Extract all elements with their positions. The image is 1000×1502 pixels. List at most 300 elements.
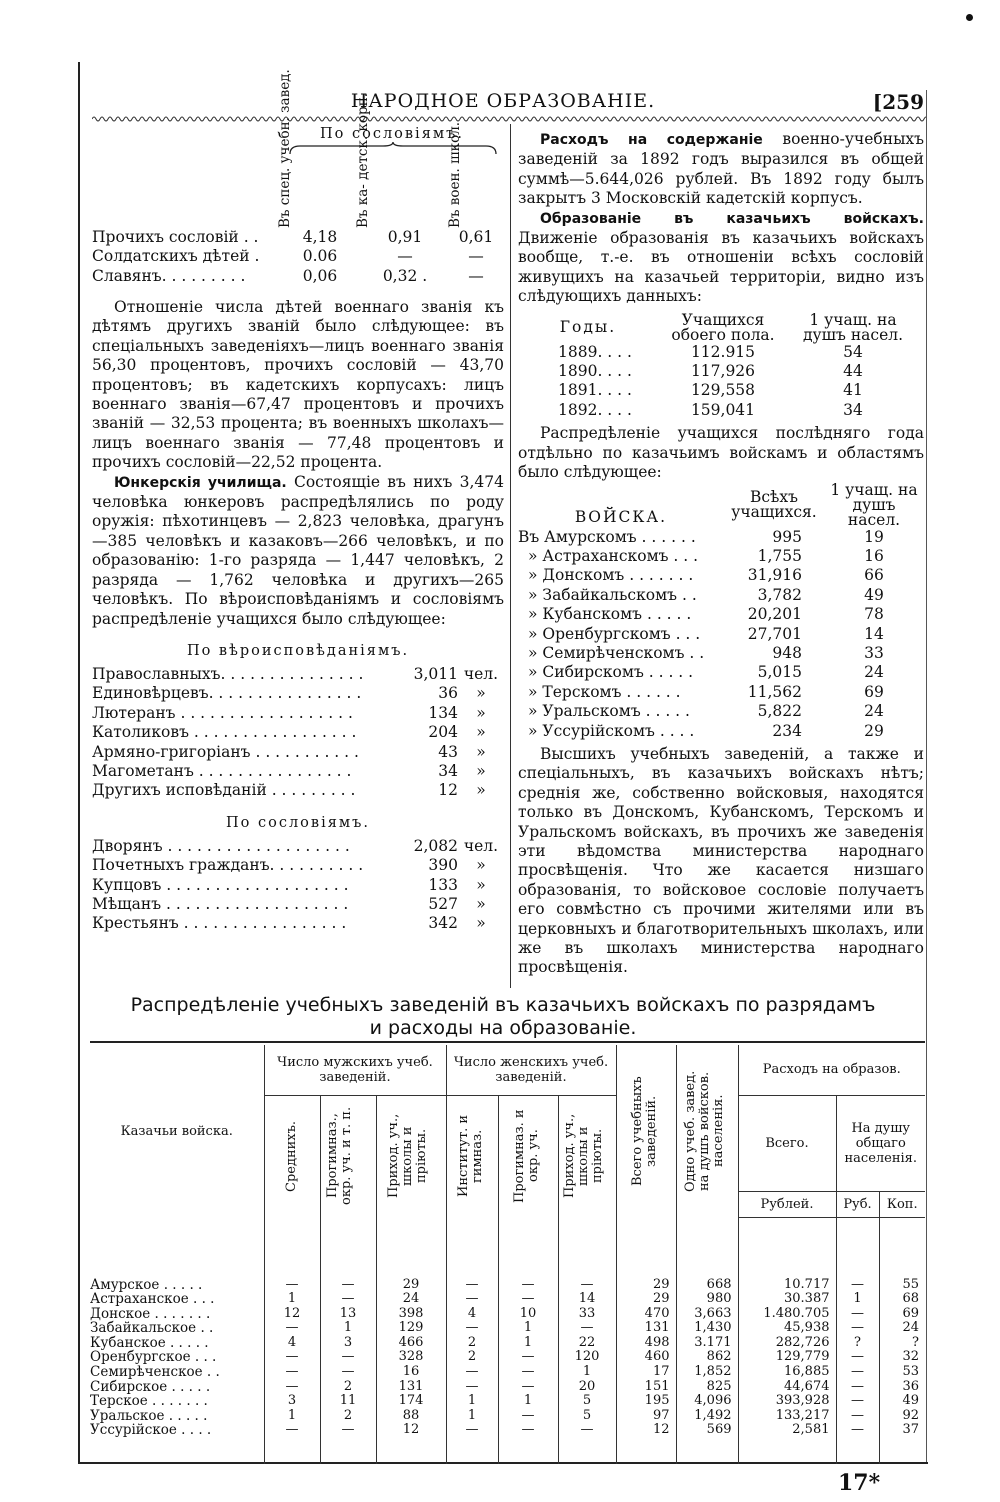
table-row-name: Оренбургское . . . xyxy=(90,1349,217,1366)
table-cell: 393,928 xyxy=(738,1394,836,1409)
h-male-1: Среднихъ. xyxy=(284,1120,299,1192)
table-cell: — xyxy=(498,1278,558,1293)
voiska-row xyxy=(518,722,924,741)
table-cell: 129,779 xyxy=(738,1350,836,1365)
voiska-total: 5,015 xyxy=(757,663,802,682)
voiska-name: » Уссурійскомъ . . . . xyxy=(528,721,695,740)
list-row-label: Мѣщанъ . . . . . . . . . . . . . . . . . . . xyxy=(92,894,349,913)
page-number: [259 xyxy=(872,90,924,114)
table-cell: — xyxy=(498,1350,558,1365)
table-cell: 195 xyxy=(616,1394,676,1409)
table-cell: 1 xyxy=(446,1394,498,1409)
table-cell: 29 xyxy=(616,1292,676,1307)
years-table xyxy=(518,310,918,421)
cossack-schools-table xyxy=(90,1045,925,1464)
list-row-label: Другихъ исповѣданій . . . . . . . . . xyxy=(92,781,356,800)
table-cell: — xyxy=(498,1380,558,1395)
table-cell: — xyxy=(836,1409,879,1424)
expense-heading: Расходъ на содержаніе xyxy=(540,132,763,148)
table-cell: — xyxy=(836,1365,879,1380)
table-cell: — xyxy=(558,1278,616,1293)
voiska-total: 1,755 xyxy=(757,546,802,565)
table-cell: — xyxy=(836,1394,879,1409)
table-cell: 1 xyxy=(446,1409,498,1424)
sostoyan-cell: 0,91 xyxy=(387,228,423,246)
table-cell: — xyxy=(446,1365,498,1380)
voiska-per: 14 xyxy=(864,624,884,643)
voiska-row xyxy=(518,683,924,702)
table-cell: 68 xyxy=(879,1292,925,1307)
table-cell: — xyxy=(498,1423,558,1438)
sostoyan-row xyxy=(92,267,504,286)
table-cell: — xyxy=(264,1380,320,1395)
table-cell: 4 xyxy=(446,1307,498,1322)
table-row-name: Амурское . . . . . xyxy=(90,1276,203,1293)
list-row-unit: чел. xyxy=(463,664,499,683)
h-female: Число женскихъ учеб. заведеній. xyxy=(446,1045,616,1095)
veroisp-caption: По вѣроисповѣданіямъ. xyxy=(186,642,410,659)
table-row xyxy=(90,1321,925,1336)
table-cell: 12 xyxy=(616,1423,676,1438)
voiska-total: 20,201 xyxy=(747,605,802,624)
voiska-per: 24 xyxy=(864,663,884,682)
list-row-label: Дворянъ . . . . . . . . . . . . . . . . . . . xyxy=(92,836,350,855)
bottom-title xyxy=(80,994,926,1040)
table-cell: 131 xyxy=(616,1321,676,1336)
cossack-heading: Образованіе въ казачьихъ войскахъ. xyxy=(540,210,924,227)
list-row-value: 342 xyxy=(428,914,458,933)
list-row xyxy=(92,895,504,914)
table-cell: 151 xyxy=(616,1380,676,1395)
list-row-label: Лютеранъ . . . . . . . . . . . . . . . . . . xyxy=(92,703,353,722)
voiska-name: Въ Амурскомъ . . . . . . xyxy=(518,527,696,546)
table-cell: 11 xyxy=(320,1394,376,1409)
voiska-row xyxy=(518,644,924,663)
list-row-value: 12 xyxy=(438,781,458,800)
voiska-name: » Астраханскомъ . . . xyxy=(528,546,699,565)
table-cell: 16,885 xyxy=(738,1365,836,1380)
sostoyan-cell: — xyxy=(397,247,413,266)
voiska-row xyxy=(518,547,924,566)
list-row xyxy=(92,837,504,856)
table-cell: — xyxy=(264,1365,320,1380)
sostoyan-cell: 0,32 . xyxy=(382,266,428,285)
table-cell: — xyxy=(498,1292,558,1307)
h-rub: Рублей. xyxy=(738,1191,836,1217)
years-row xyxy=(518,362,918,381)
table-row xyxy=(90,1423,925,1438)
voiska-per: 24 xyxy=(864,702,884,721)
list-row-unit: » xyxy=(476,914,486,933)
table-row-name: Донское . . . . . . . xyxy=(90,1305,211,1322)
table-cell: 174 xyxy=(376,1394,446,1409)
voiska-total: 3,782 xyxy=(757,585,802,604)
table-spacer-row xyxy=(90,1438,925,1464)
list-row-label: Единовѣрцевъ. . . . . . . . . . . . . . . . xyxy=(92,684,362,703)
list-row-value: 134 xyxy=(428,703,458,722)
h-female-3: Приход. уч., школы и пріюты. xyxy=(562,1114,605,1199)
years-per: 44 xyxy=(843,362,863,381)
right-paragraph-4: Высшихъ учебныхъ заведеній, а также и спеціальныхъ, въ казачьихъ войскахъ нѣтъ; среднія же, собственно войсковыя, находятся только въ Донскомъ, Кубанскомъ, Терскомъ и Уральскомъ войскахъ, въ прочихъ же заведенія эти вѣдомства министерства народнаго просвѣщенія. Что же касается низшаго образованія, то войсковое сословіе получаетъ его совмѣстно съ прочими жителями или въ церковныхъ и благотворительныхъ школахъ, или же въ школахъ министерства народнаго просвѣщенія. xyxy=(518,744,924,977)
table-cell: 5 xyxy=(558,1394,616,1409)
table-row xyxy=(90,1380,925,1395)
list-row-value: 34 xyxy=(438,761,458,780)
voiska-per: 69 xyxy=(864,682,884,701)
column-divider xyxy=(510,124,511,988)
years-per: 41 xyxy=(843,381,863,400)
table-cell: 29 xyxy=(376,1278,446,1293)
table-cell: 69 xyxy=(879,1307,925,1322)
list-row-unit: » xyxy=(476,703,486,722)
table-cell: 29 xyxy=(616,1278,676,1293)
voiska-name: » Уральскомъ . . . . . xyxy=(528,702,690,721)
bottom-title-line-2: и расходы на образованіе. xyxy=(369,1017,637,1039)
table-cell: — xyxy=(446,1423,498,1438)
sostoyan-caption: По сословіямъ. xyxy=(320,126,464,142)
table-cell: 120 xyxy=(558,1350,616,1365)
table-cell: 32 xyxy=(879,1350,925,1365)
sostoyan-cell: — xyxy=(468,266,484,285)
years-per: 34 xyxy=(843,400,863,419)
voiska-row xyxy=(518,528,924,547)
left-paragraph-2: Юнкерскія училища. Состоящіе въ нихъ 3,474 человѣка юнкеровъ распредѣлялись по роду оружія: пѣхотинцевъ — 2,823 человѣка, драгунъ—385 человѣкъ и казаковъ—266 человѣкъ, и по образованію: 1-го разряда — 1,447 человѣкъ, 2 разряда — 1,762 человѣка и другихъ—265 человѣкъ. По вѣроисповѣданіямъ и сословіямъ распредѣленіе учащихся было слѣдующее: xyxy=(92,472,504,628)
h-female-2: Прогимназ. и окр. уч. xyxy=(512,1109,541,1204)
soslov-table xyxy=(92,837,504,934)
sostoyan-cell: — xyxy=(468,247,484,266)
sostoyan-table xyxy=(92,228,504,286)
years-h-students: Учащихся обоего пола. xyxy=(671,310,775,344)
years-per: 54 xyxy=(843,342,863,361)
table-row-name: Кубанское . . . . . xyxy=(90,1334,209,1351)
table-cell: 5 xyxy=(558,1409,616,1424)
voiska-per: 66 xyxy=(864,566,884,585)
h-male-3: Приход. уч., школы и пріюты. xyxy=(386,1114,429,1199)
table-cell: 45,938 xyxy=(738,1321,836,1336)
list-row-label: Армяно-григоріанъ . . . . . . . . . . . xyxy=(92,742,359,761)
years-year: 1889. . . . xyxy=(558,342,632,361)
h-name: Казачьи войска. xyxy=(120,1123,233,1139)
years-h-year: Годы. xyxy=(559,317,617,336)
years-row xyxy=(518,343,918,362)
list-row xyxy=(92,665,504,684)
table-cell: 20 xyxy=(558,1380,616,1395)
voiska-row xyxy=(518,605,924,624)
table-cell: 13 xyxy=(320,1307,376,1322)
table-cell: 33 xyxy=(558,1307,616,1322)
table-cell: — xyxy=(836,1350,879,1365)
table-cell: 97 xyxy=(616,1409,676,1424)
years-row xyxy=(518,381,918,400)
table-cell: 22 xyxy=(558,1336,616,1351)
table-cell: 44,674 xyxy=(738,1380,836,1395)
table-cell: 14 xyxy=(558,1292,616,1307)
sostoyan-cell: 0.06 xyxy=(302,247,338,266)
table-cell: 36 xyxy=(879,1380,925,1395)
list-row-value: 204 xyxy=(428,723,458,742)
list-row xyxy=(92,781,504,800)
list-row-value: 133 xyxy=(428,875,458,894)
sostoyan-brace xyxy=(288,142,498,156)
table-cell: 1.480.705 xyxy=(738,1307,836,1322)
table-cell: — xyxy=(320,1292,376,1307)
table-cell: 24 xyxy=(376,1292,446,1307)
list-row-value: 36 xyxy=(438,684,458,703)
years-year: 1890. . . . xyxy=(558,362,632,381)
table-cell: — xyxy=(498,1409,558,1424)
table-cell: 1 xyxy=(498,1336,558,1351)
table-row xyxy=(90,1278,925,1293)
table-cell: — xyxy=(836,1307,879,1322)
list-row-unit: » xyxy=(476,723,486,742)
table-cell: 49 xyxy=(879,1394,925,1409)
voiska-total: 948 xyxy=(772,643,802,662)
table-cell: — xyxy=(446,1380,498,1395)
table-cell: — xyxy=(264,1321,320,1336)
voiska-total: 31,916 xyxy=(747,566,802,585)
page-frame-right xyxy=(926,90,927,1462)
list-row xyxy=(92,914,504,933)
h-male: Число мужскихъ учеб. заведеній. xyxy=(264,1045,446,1095)
page-frame-left xyxy=(78,62,80,1462)
table-cell: 470 xyxy=(616,1307,676,1322)
table-cell: 10.717 xyxy=(738,1278,836,1293)
table-cell: 92 xyxy=(879,1409,925,1424)
table-cell: 37 xyxy=(879,1423,925,1438)
list-row-label: Купцовъ . . . . . . . . . . . . . . . . . . . xyxy=(92,875,349,894)
voiska-per: 19 xyxy=(864,527,884,546)
right-paragraph-3: Распредѣленіе учащихся послѣдняго года отдѣльно по казачьимъ войскамъ и областямъ было слѣдующее: xyxy=(518,424,924,482)
sostoyan-row-label: Солдатскихъ дѣтей . xyxy=(92,247,260,266)
table-cell: 1,492 xyxy=(676,1409,738,1424)
table-cell: — xyxy=(264,1278,320,1293)
voiska-total: 27,701 xyxy=(747,624,802,643)
table-cell: — xyxy=(320,1423,376,1438)
h-all: Всего. xyxy=(738,1095,836,1191)
voiska-name: » Терскомъ . . . . . . xyxy=(528,682,681,701)
sostoyan-row xyxy=(92,247,504,266)
voiska-row xyxy=(518,702,924,721)
table-cell: 1 xyxy=(264,1292,320,1307)
veroisp-table xyxy=(92,665,504,801)
list-row-value: 43 xyxy=(438,742,458,761)
table-cell: — xyxy=(836,1380,879,1395)
voiska-total: 5,822 xyxy=(757,702,802,721)
h-female-1: Институт. и гимназ. xyxy=(456,1115,485,1198)
table-cell: — xyxy=(446,1292,498,1307)
list-row-value: 390 xyxy=(428,856,458,875)
voiska-name: » Донскомъ . . . . . . . xyxy=(528,566,694,585)
list-row-unit: » xyxy=(476,684,486,703)
voiska-name: » Кубанскомъ . . . . . xyxy=(528,605,692,624)
h-exp: Расходъ на образов. xyxy=(738,1045,925,1095)
h-one: Одно учеб. завед. на душъ войсков. населенія. xyxy=(683,1070,726,1192)
table-row xyxy=(90,1394,925,1409)
table-cell: 1 xyxy=(498,1321,558,1336)
table-cell: 668 xyxy=(676,1278,738,1293)
table-cell: 1 xyxy=(558,1365,616,1380)
table-cell: — xyxy=(446,1278,498,1293)
list-row xyxy=(92,684,504,703)
list-row-unit: » xyxy=(476,761,486,780)
table-cell: 17 xyxy=(616,1365,676,1380)
table-row-name: Терское . . . . . . . xyxy=(90,1393,208,1410)
list-row-unit: » xyxy=(476,742,486,761)
voiska-per: 16 xyxy=(864,546,884,565)
table-cell: 1 xyxy=(264,1409,320,1424)
sostoyan-row-label: Прочихъ сословій . . xyxy=(92,228,259,246)
voiska-name: » Сибирскомъ . . . . . xyxy=(528,663,694,682)
voiska-total: 11,562 xyxy=(747,682,802,701)
sostoyan-col-2: Въ ка- детск. корп. xyxy=(355,93,371,228)
voiska-h-per: 1 учащ. на душъ насел. xyxy=(830,480,918,529)
table-row xyxy=(90,1336,925,1351)
sostoyan-row xyxy=(92,228,504,247)
h-male-2: Прогимназ., окр. уч. и т. п. xyxy=(325,1107,354,1206)
bottom-title-line-1: Распредѣленіе учебныхъ заведеній въ казачьихъ войскахъ по разрядамъ xyxy=(130,994,876,1016)
table-row-name: Семирѣченское . . xyxy=(90,1364,220,1381)
voiska-per: 49 xyxy=(864,585,884,604)
table-cell: — xyxy=(264,1423,320,1438)
table-row xyxy=(90,1292,925,1307)
table-cell: 328 xyxy=(376,1350,446,1365)
sostoyan-col-1: Въ спец. учебн. завед. xyxy=(277,69,293,228)
table-cell: 12 xyxy=(264,1307,320,1322)
table-cell: — xyxy=(558,1423,616,1438)
voiska-row xyxy=(518,663,924,682)
list-row-unit: » xyxy=(476,856,486,875)
table-cell: — xyxy=(320,1365,376,1380)
table-cell: — xyxy=(498,1365,558,1380)
right-paragraph-1: Расходъ на содержаніе военно-учебныхъ заведеній за 1892 годъ выразился въ общей суммѣ—5.644,026 рублей. Въ 1892 году былъ закрытъ 3 Московскій кадетскій корпусъ. xyxy=(518,130,925,208)
table-cell: 1,430 xyxy=(676,1321,738,1336)
list-row xyxy=(92,762,504,781)
years-year: 1891. . . . xyxy=(558,381,632,400)
voiska-total: 234 xyxy=(772,721,802,740)
left-paragraph-1: Отношеніе числа дѣтей военнаго званія къ дѣтямъ другихъ званій было слѣдующее: въ спеціальныхъ заведеніяхъ—лицъ военнаго званія 56,30 процентовъ, прочихъ сословій — 43,70 процентовъ; въ кадетскихъ корпусахъ: лицъ военнаго званія—67,47 процентовъ и прочихъ званій — 32,53 процента; въ военныхъ школахъ—лицъ военнаго званія — 77,48 процентовъ и прочихъ сословій—22,52 процента. xyxy=(92,298,504,472)
table-cell: 53 xyxy=(879,1365,925,1380)
table-cell: 282,726 xyxy=(738,1336,836,1351)
table-cell: 1,852 xyxy=(676,1365,738,1380)
list-row-label: Магометанъ . . . . . . . . . . . . . . . . xyxy=(92,761,352,780)
table-cell: 2 xyxy=(320,1380,376,1395)
years-row xyxy=(518,401,918,420)
table-cell: 10 xyxy=(498,1307,558,1322)
voiska-table xyxy=(518,480,924,741)
page-title: НАРОДНОЕ ОБРАЗОВАНІЕ. xyxy=(350,90,656,112)
table-cell: 3.171 xyxy=(676,1336,738,1351)
list-row-label: Православныхъ. . . . . . . . . . . . . . . xyxy=(92,664,364,683)
h-total: Всего учебныхъ заведеній. xyxy=(630,1076,659,1186)
table-cell: 2 xyxy=(320,1409,376,1424)
table-cell: — xyxy=(320,1350,376,1365)
list-row-unit: чел. xyxy=(463,836,499,855)
list-row-label: Католиковъ . . . . . . . . . . . . . . . . . xyxy=(92,723,357,742)
table-row-name: Уральское . . . . . xyxy=(90,1407,208,1424)
table-cell: 133,217 xyxy=(738,1409,836,1424)
voiska-row xyxy=(518,566,924,585)
soslov-caption: По сословіямъ. xyxy=(226,814,370,831)
list-row-value: 3,011 xyxy=(413,664,458,683)
voiska-per: 33 xyxy=(864,643,884,662)
voiska-name: » Забайкальскомъ . . xyxy=(528,585,697,604)
list-row xyxy=(92,856,504,875)
ink-dot xyxy=(966,14,973,21)
list-row-label: Почетныхъ гражданъ. . . . . . . . . . xyxy=(92,856,364,875)
table-cell: 398 xyxy=(376,1307,446,1322)
table-cell: — xyxy=(558,1321,616,1336)
table-row-name: Сибирское . . . . . xyxy=(90,1378,211,1395)
table-cell: — xyxy=(836,1423,879,1438)
list-row xyxy=(92,743,504,762)
table-cell: ? xyxy=(879,1336,925,1351)
years-students: 112.915 xyxy=(690,342,756,361)
table-cell: 4,096 xyxy=(676,1394,738,1409)
table-row-name: Уссурійское . . . . xyxy=(90,1422,212,1439)
list-row xyxy=(92,723,504,742)
table-cell: 1 xyxy=(836,1292,879,1307)
voiska-h-name: ВОЙСКА. xyxy=(574,508,668,527)
table-row xyxy=(90,1409,925,1424)
table-cell: 3 xyxy=(320,1336,376,1351)
table-cell: 1 xyxy=(320,1321,376,1336)
h-k: Коп. xyxy=(879,1191,925,1217)
h-r: Руб. xyxy=(836,1191,879,1217)
voiska-total: 995 xyxy=(772,527,802,546)
signature-mark: 17* xyxy=(838,1470,881,1496)
list-row-unit: » xyxy=(476,875,486,894)
table-cell: 2,581 xyxy=(738,1423,836,1438)
table-cell: 131 xyxy=(376,1380,446,1395)
table-cell: 1 xyxy=(498,1394,558,1409)
voiska-name: » Оренбургскомъ . . . xyxy=(528,624,701,643)
table-cell: 88 xyxy=(376,1409,446,1424)
running-header xyxy=(80,90,926,114)
sostoyan-row-label: Славянъ. . . . . . . . . xyxy=(92,266,246,285)
table-cell: 24 xyxy=(879,1321,925,1336)
list-row xyxy=(92,704,504,723)
list-row xyxy=(92,876,504,895)
years-students: 159,041 xyxy=(690,400,756,419)
table-cell: — xyxy=(320,1278,376,1293)
right-paragraph-2: Образованіе въ казачьихъ войскахъ. Движеніе образованія въ казачьихъ войскахъ вообще, т.-е. въ отношеніи всѣхъ сословій живущихъ на казачьей территоріи, видно изъ слѣдующихъ данныхъ: xyxy=(518,210,924,306)
voiska-per: 29 xyxy=(864,721,884,740)
table-cell: 129 xyxy=(376,1321,446,1336)
voiska-per: 78 xyxy=(864,605,884,624)
junker-heading: Юнкерскія училища. xyxy=(114,474,287,491)
table-cell: 466 xyxy=(376,1336,446,1351)
table-row xyxy=(90,1350,925,1365)
voiska-h-total: Всѣхъ учащихся. xyxy=(731,488,817,521)
table-cell: 3,663 xyxy=(676,1307,738,1322)
table-cell: — xyxy=(264,1350,320,1365)
table-cell: 3 xyxy=(264,1394,320,1409)
list-row-label: Крестьянъ . . . . . . . . . . . . . . . . . xyxy=(92,914,347,933)
table-cell: — xyxy=(836,1321,879,1336)
table-cell: — xyxy=(836,1278,879,1293)
table-cell: 498 xyxy=(616,1336,676,1351)
table-row-name: Астраханское . . . xyxy=(90,1291,215,1308)
table-cell: 980 xyxy=(676,1292,738,1307)
sostoyan-cell: 4,18 xyxy=(302,228,338,246)
sostoyan-col-3: Въ воен. школ. xyxy=(447,121,463,228)
bottom-table-top-rule xyxy=(90,1041,925,1043)
table-cell: 4 xyxy=(264,1336,320,1351)
table-cell: ? xyxy=(836,1336,879,1351)
table-row xyxy=(90,1365,925,1380)
sostoyan-cell: 0,06 xyxy=(302,266,338,285)
table-cell: 825 xyxy=(676,1380,738,1395)
years-students: 129,558 xyxy=(690,381,756,400)
